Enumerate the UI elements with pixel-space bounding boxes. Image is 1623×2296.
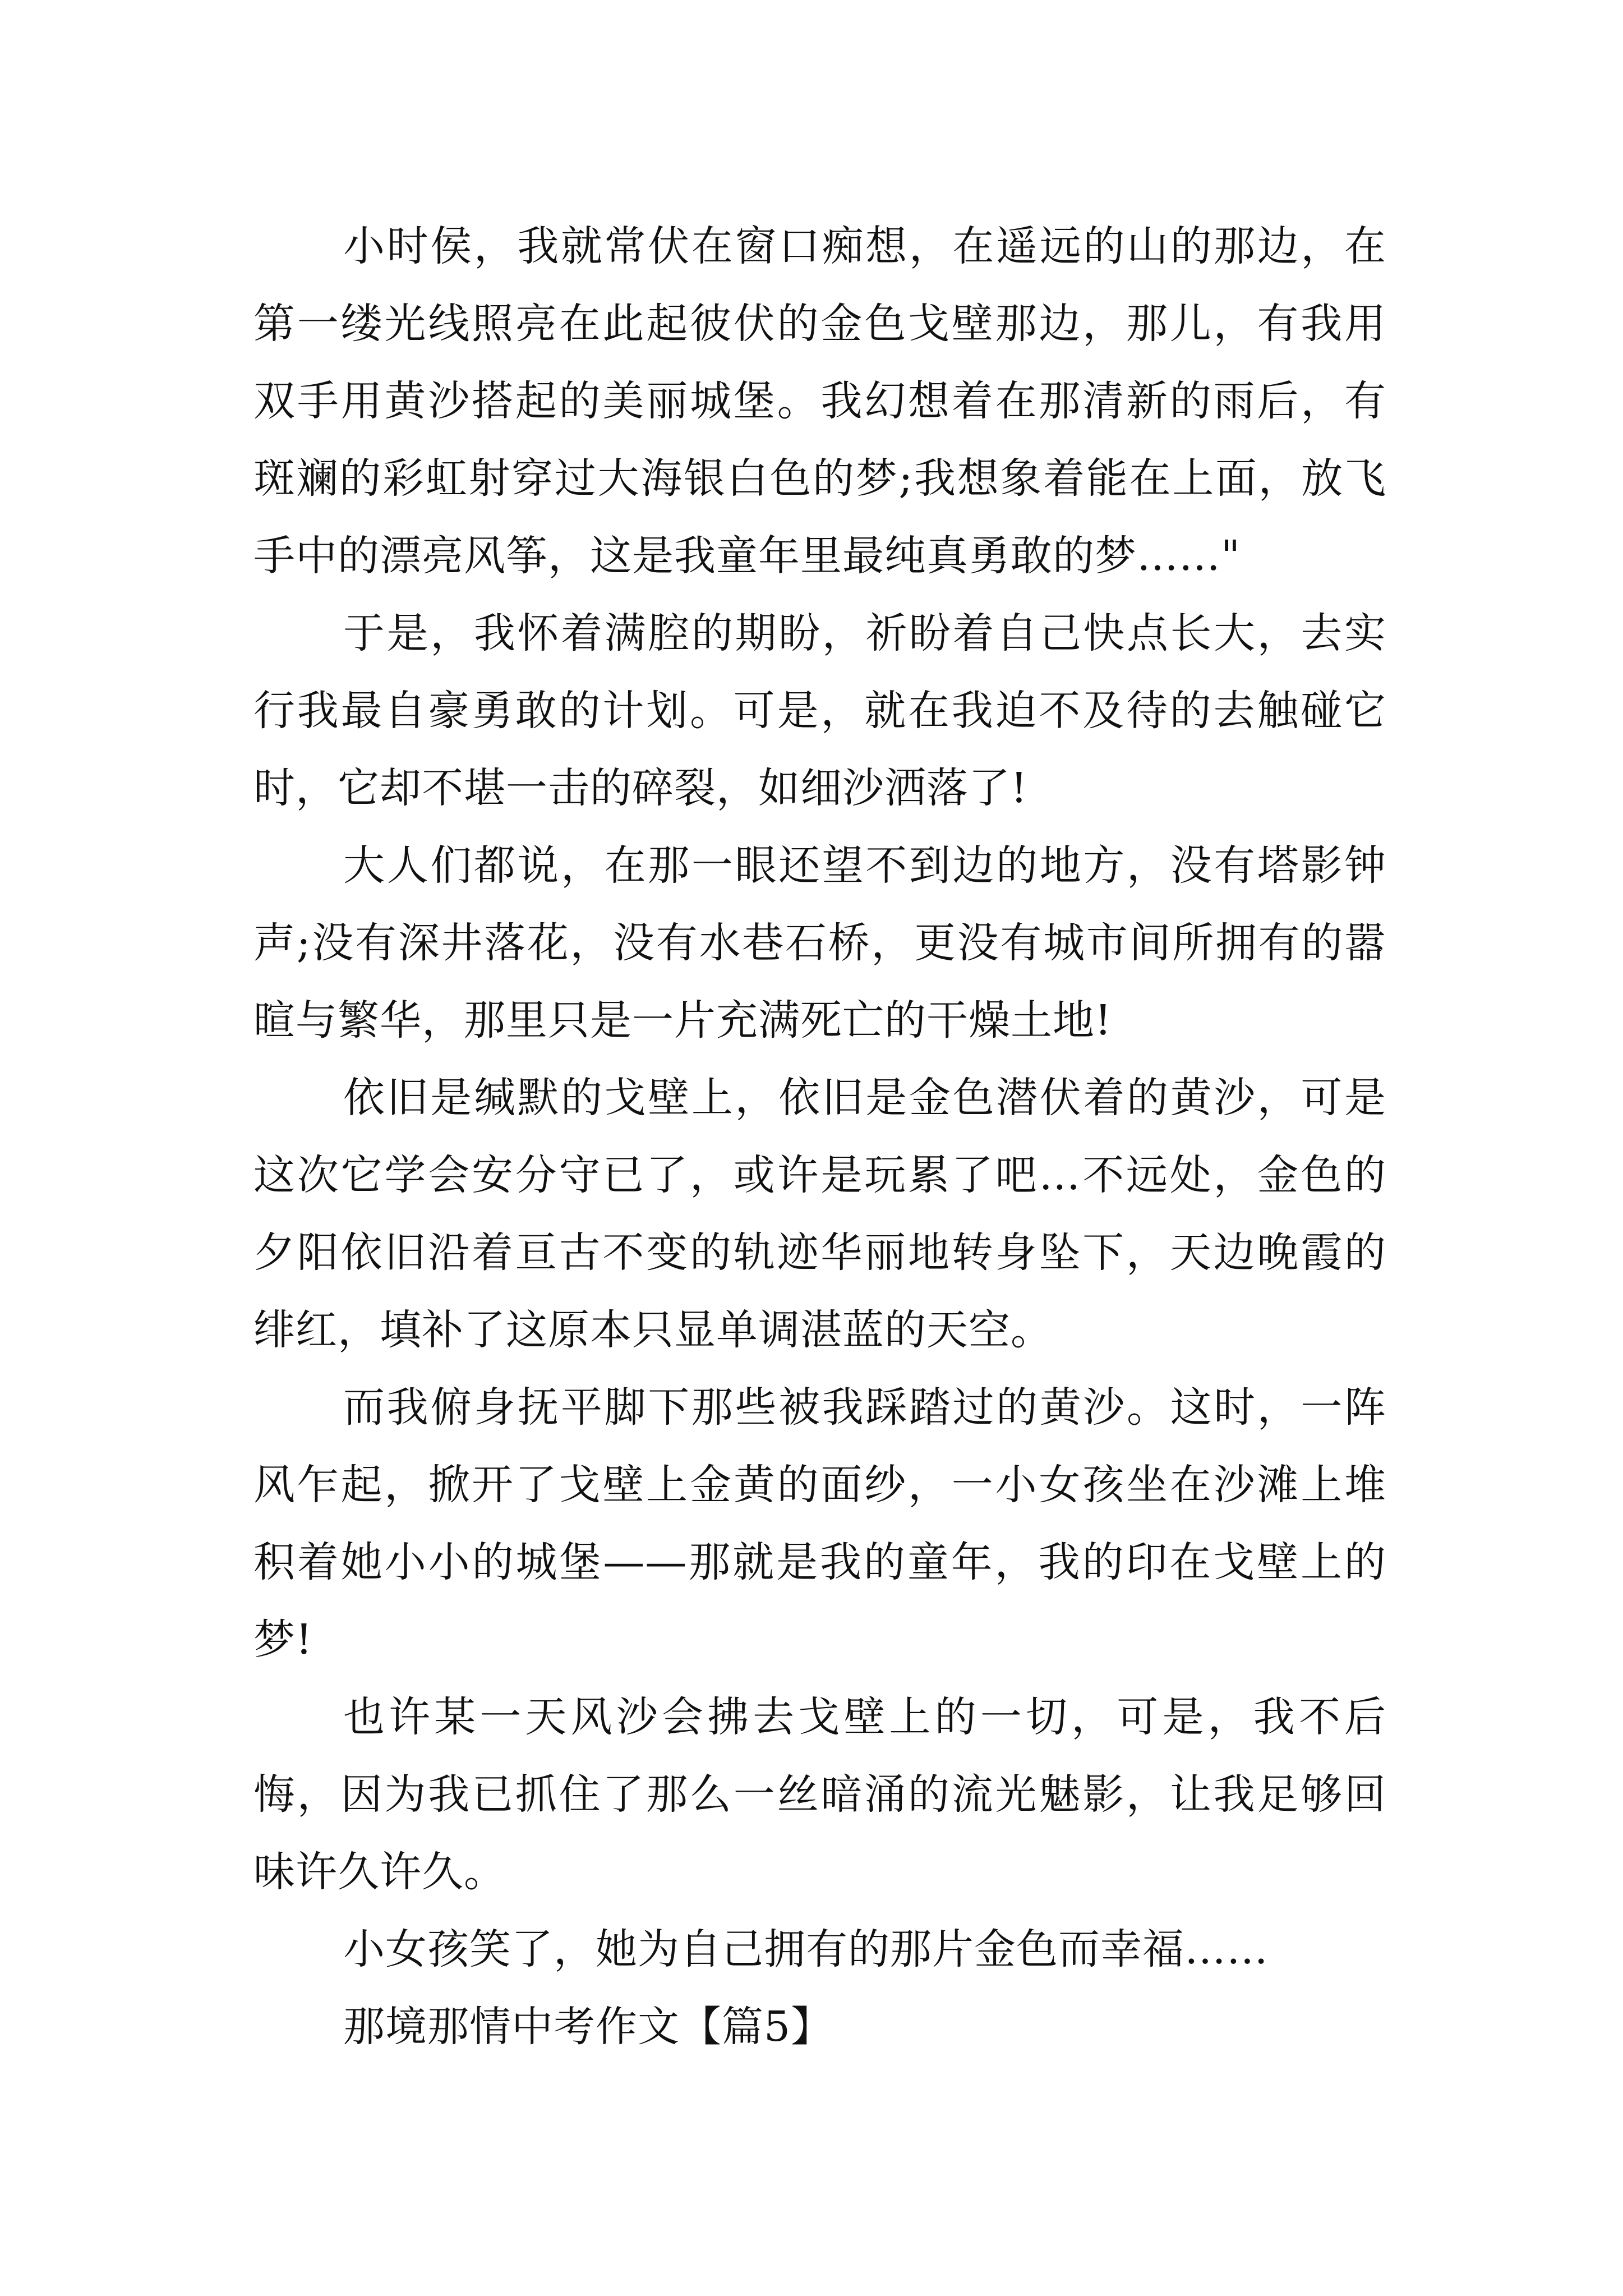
document-body — [253, 208, 1386, 2065]
paragraph-2: 于是，我怀着满腔的期盼，祈盼着自己快点长大，去实行我最自豪勇敢的计划。可是，就在我迫不及待的去触碰它时，它却不堪一击的碎裂，如细沙洒落了! — [253, 609, 1386, 812]
section-heading: 那境那情中考作文【篇5】 — [343, 2003, 833, 2051]
paragraph-5: 而我俯身抚平脚下那些被我踩踏过的黄沙。这时，一阵风乍起，掀开了戈壁上金黄的面纱，一小女孩坐在沙滩上堆积着她小小的城堡——那就是我的童年，我的印在戈壁上的梦! — [253, 1383, 1386, 1664]
paragraph-4: 依旧是缄默的戈壁上，依旧是金色潜伏着的黄沙，可是这次它学会安分守已了，或许是玩累了吧…不远处，金色的夕阳依旧沿着亘古不变的轨迹华丽地转身坠下，天边晚霞的绯红，填补了这原本只显单调湛蓝的天空。 — [253, 1074, 1386, 1354]
paragraph-6: 也许某一天风沙会拂去戈壁上的一切，可是，我不后悔，因为我已抓住了那么一丝暗涌的流光魅影，让我足够回味许久许久。 — [253, 1693, 1386, 1896]
paragraph-3: 大人们都说，在那一眼还望不到边的地方，没有塔影钟声;没有深井落花，没有水巷石桥，更没有城市间所拥有的嚣暄与繁华，那里只是一片充满死亡的干燥土地! — [253, 841, 1386, 1045]
paragraph-7: 小女孩笑了，她为自己拥有的那片金色而幸福…… — [343, 1925, 1269, 1973]
paragraph-1: 小时侯，我就常伏在窗口痴想，在遥远的山的那边，在第一缕光线照亮在此起彼伏的金色戈壁那边，那儿，有我用双手用黄沙搭起的美丽城堡。我幻想着在那清新的雨后，有斑斓的彩虹射穿过大海银白色的梦;我想象着能在上面，放飞手中的漂亮风筝，这是我童年里最纯真勇敢的梦……" — [253, 222, 1386, 580]
